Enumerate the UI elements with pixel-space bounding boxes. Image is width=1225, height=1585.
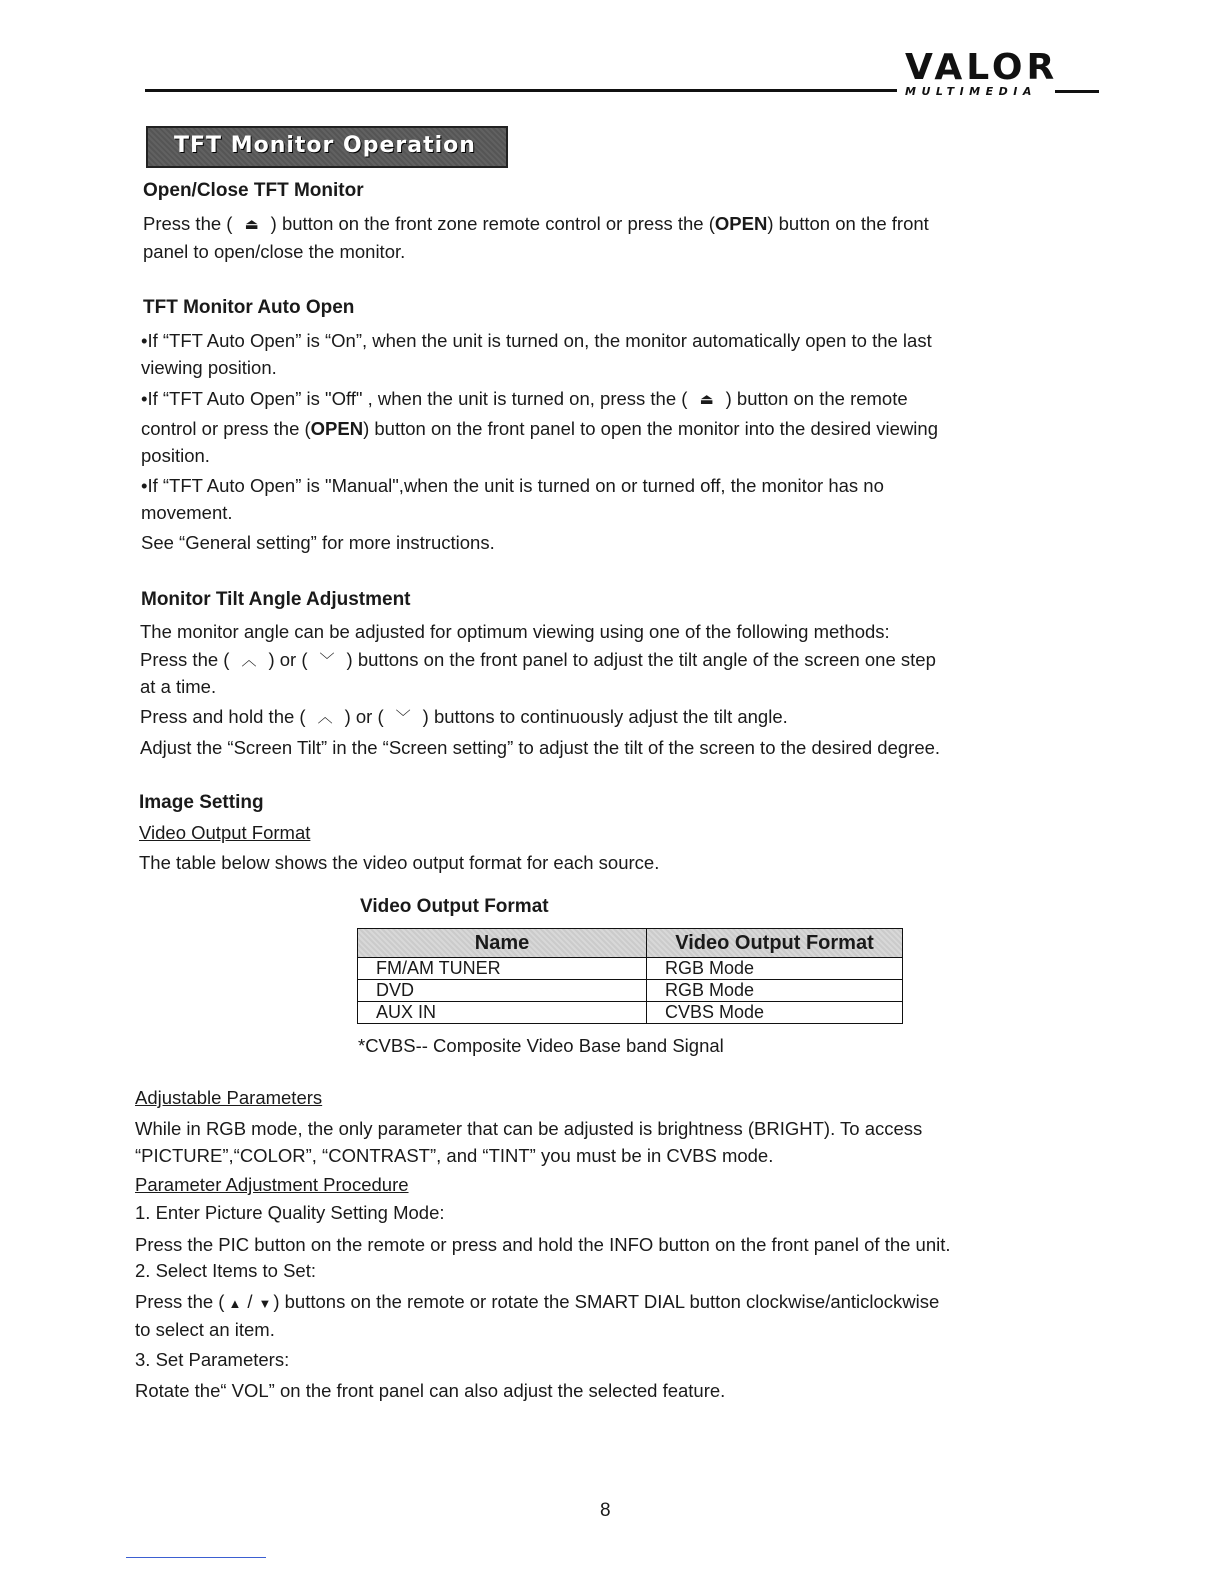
step-2-title: 2. Select Items to Set: (135, 1260, 316, 1281)
tilt-line-5: Adjust the “Screen Tilt” in the “Screen setting” to adjust the tilt of the screen to the desired degree. (140, 737, 941, 758)
triangle-up-icon: ▲ (228, 1296, 242, 1311)
text: ) buttons to continuously adjust the tilt angle. (422, 706, 788, 727)
auto-open-b1-l2: viewing position. (141, 357, 277, 378)
open-close-line-1 (143, 212, 929, 237)
video-output-table (357, 928, 903, 1024)
table-footnote: *CVBS-- Composite Video Base band Signal (358, 1035, 724, 1056)
open-close-line-2: panel to open/close the monitor. (143, 241, 406, 262)
auto-open-b3-l2: movement. (141, 502, 233, 523)
step-3-text: Rotate the“ VOL” on the front panel can also adjust the selected feature. (135, 1380, 726, 1401)
table-cell: FM/AM TUNER (358, 958, 647, 980)
adjustable-line-1: While in RGB mode, the only parameter that can be adjusted is brightness (BRIGHT). To access (135, 1118, 923, 1139)
text: ) or ( (344, 706, 384, 727)
adjustable-line-2: “PICTURE”,“COLOR”, “CONTRAST”, and “TINT” you must be in CVBS mode. (135, 1145, 774, 1166)
text: ) button on the front panel to open the monitor into the desired viewing (363, 418, 938, 439)
text: control or press the ( (141, 418, 311, 439)
open-label: OPEN (310, 418, 364, 439)
table-header-format: Video Output Format (647, 929, 903, 958)
tilt-heading: Monitor Tilt Angle Adjustment (141, 589, 411, 610)
table-row (358, 958, 903, 980)
section-title: TFT Monitor Operation (174, 133, 476, 158)
auto-open-b2-l1 (141, 387, 908, 412)
video-output-intro: The table below shows the video output format for each source. (139, 852, 660, 873)
text: Press the ( (135, 1291, 225, 1312)
table-header-row (358, 929, 903, 958)
header-rule (145, 89, 897, 92)
brand-subtitle: MULTIMEDIA (905, 85, 1037, 98)
table-cell: AUX IN (358, 1002, 647, 1024)
chevron-up-icon: ︿ (241, 652, 257, 669)
header-rule-right (1055, 90, 1099, 93)
eject-icon: ⏏ (699, 391, 714, 408)
table-title: Video Output Format (360, 896, 549, 917)
tilt-line-4 (140, 705, 788, 730)
video-output-subheading: Video Output Format (139, 822, 311, 843)
table-header-name: Name (358, 929, 647, 958)
footer-rule (126, 1557, 266, 1558)
chevron-down-icon: ﹀ (395, 709, 411, 726)
text: •If “TFT Auto Open” is "Off" , when the unit is turned on, press the ( (141, 388, 688, 409)
page-number: 8 (600, 1500, 611, 1521)
triangle-down-icon: ▼ (258, 1296, 272, 1311)
section-banner (146, 126, 508, 168)
table-cell: DVD (358, 980, 647, 1002)
step-3-title: 3. Set Parameters: (135, 1349, 290, 1370)
text: ) or ( (268, 649, 308, 670)
text: Press and hold the ( (140, 706, 306, 727)
auto-open-b2-l3: position. (141, 445, 210, 466)
image-setting-heading: Image Setting (139, 792, 264, 813)
text: ) buttons on the remote or rotate the SMART DIAL button clockwise/anticlockwise (273, 1291, 940, 1312)
eject-icon: ⏏ (244, 216, 259, 233)
auto-open-b2-l2 (141, 417, 938, 441)
text: ) button on the front zone remote control or press the ( (270, 213, 715, 234)
step-2-text (135, 1290, 939, 1316)
auto-open-see: See “General setting” for more instructions. (141, 532, 495, 553)
table-cell: RGB Mode (647, 980, 903, 1002)
chevron-up-icon: ︿ (317, 709, 333, 726)
text: ) buttons on the front panel to adjust the tilt angle of the screen one step (346, 649, 936, 670)
text: Press the ( (143, 213, 233, 234)
step-2-line-2: to select an item. (135, 1319, 275, 1340)
text: Press the ( (140, 649, 230, 670)
auto-open-heading: TFT Monitor Auto Open (143, 297, 355, 318)
auto-open-b3-l1: •If “TFT Auto Open” is "Manual",when the unit is turned on or turned off, the monitor has no (141, 475, 884, 496)
table-cell: CVBS Mode (647, 1002, 903, 1024)
step-1-title: 1. Enter Picture Quality Setting Mode: (135, 1202, 445, 1223)
step-1-text: Press the PIC button on the remote or press and hold the INFO button on the front panel of the unit. (135, 1234, 951, 1255)
brand-name: VALOR (905, 47, 1059, 88)
open-label: OPEN (714, 213, 768, 234)
text: ) button on the front (767, 213, 929, 234)
table-row (358, 1002, 903, 1024)
tilt-line-2 (140, 648, 936, 673)
auto-open-b1-l1: •If “TFT Auto Open” is “On”, when the unit is turned on, the monitor automatically open to the last (141, 330, 932, 351)
adjustable-subheading: Adjustable Parameters (135, 1087, 323, 1108)
chevron-down-icon: ﹀ (319, 652, 335, 669)
tilt-line-3: at a time. (140, 676, 217, 697)
tilt-line-1: The monitor angle can be adjusted for optimum viewing using one of the following methods: (140, 621, 890, 642)
brand-logo (905, 47, 1059, 98)
procedure-subheading: Parameter Adjustment Procedure (135, 1174, 409, 1195)
open-close-heading: Open/Close TFT Monitor (143, 180, 364, 201)
text: ) button on the remote (725, 388, 908, 409)
table-row (358, 980, 903, 1002)
text: / (247, 1291, 253, 1312)
table-cell: RGB Mode (647, 958, 903, 980)
